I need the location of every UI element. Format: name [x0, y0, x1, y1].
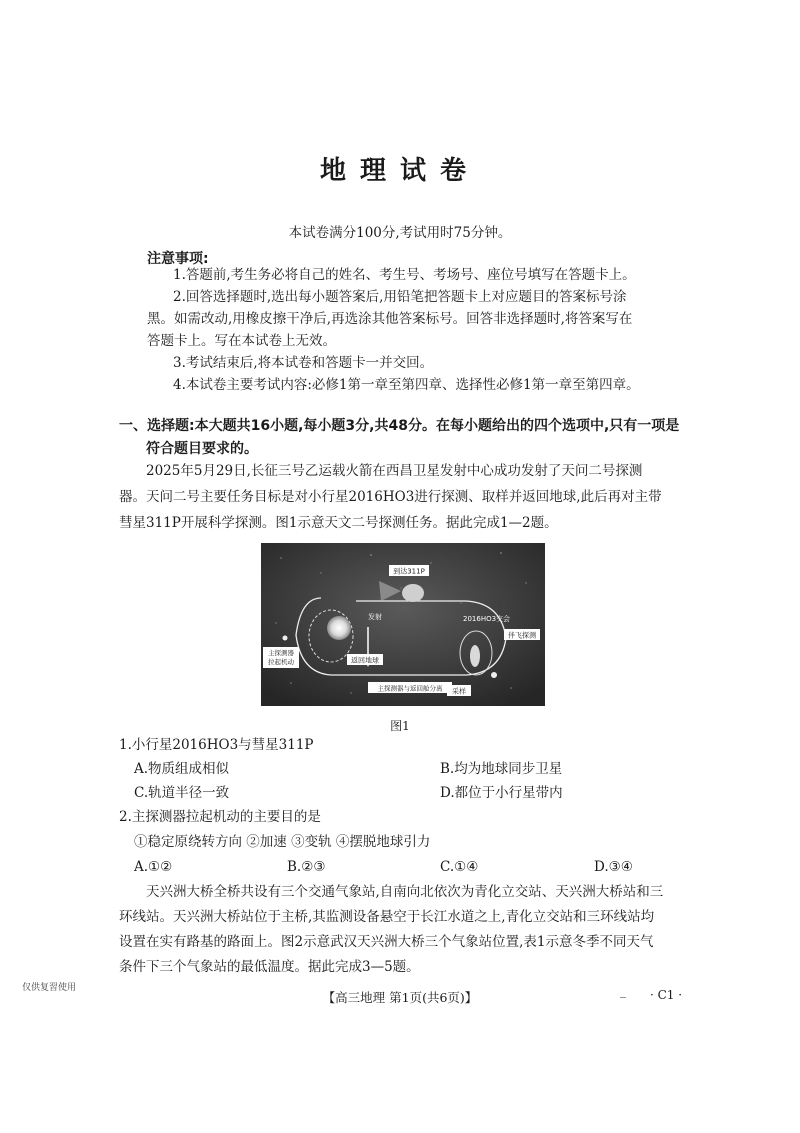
q1-stem: 1.小行星2016HO3与彗星311P: [119, 737, 314, 753]
label-sample: 采样: [452, 687, 466, 696]
q2-option-a: A.①②: [134, 859, 173, 875]
note-line-5: 3.考试结束后,将本试卷和答题卡一并交回。: [173, 355, 434, 371]
side-note: 仅供复習使用: [22, 983, 77, 993]
q1-option-a: A.物质组成相似: [134, 761, 230, 777]
figure-1-caption: 图1: [390, 719, 410, 733]
label-comet: 到达311P: [393, 567, 425, 576]
q2-option-b: B.②③: [287, 859, 326, 875]
footer-dash: _: [620, 984, 626, 998]
label-launch: 发射: [368, 613, 382, 621]
note-line-2: 2.回答选择题时,选出每小题答案后,用铅笔把答题卡上对应题目的答案标号涂: [173, 289, 627, 305]
q1-option-d: D.都位于小行星带内: [440, 785, 563, 801]
q2-items: ①稳定原绕转方向 ②加速 ③变轨 ④摆脱地球引力: [134, 834, 431, 850]
q2-stem: 2.主探测器拉起机动的主要目的是: [119, 809, 321, 825]
passage2-line-1: 天兴洲大桥全桥共设有三个交通气象站,自南向北依次为青化立交站、天兴洲大桥站和三: [146, 884, 664, 900]
asteroid-icon: [470, 645, 480, 667]
note-line-1: 1.答题前,考生务必将自己的姓名、考生号、考场号、座位号填写在答题卡上。: [173, 267, 636, 283]
page-footer: 【高三地理 第1页(共6页)】: [322, 990, 478, 1005]
passage2-line-4: 条件下三个气象站的最低温度。据此完成3—5题。: [119, 959, 420, 975]
page-title: 地理试卷: [319, 156, 480, 186]
earth-icon: [327, 616, 351, 640]
note-line-3: 黑。如需改动,用橡皮擦干净后,再选涂其他答案标号。回答非选择题时,将答案写在: [147, 311, 633, 327]
label-fly: 伴飞探测: [508, 631, 536, 640]
section-heading-cont: 符合题目要求的。: [146, 441, 258, 457]
label-maneuver-1: 主探测器: [268, 649, 294, 657]
q2-option-c: C.①④: [440, 859, 479, 875]
section-heading: 一、选择题:本大题共16小题,每小题3分,共48分。在每小题给出的四个选项中,只有一项是: [119, 418, 680, 434]
passage1-line-3: 彗星311P开展科学探测。图1示意天文二号探测任务。据此完成1—2题。: [119, 515, 558, 531]
notes-heading: 注意事项:: [147, 251, 209, 267]
label-separate: 主探测器与返回舱分离: [377, 684, 443, 693]
q1-option-b: B.均为地球同步卫星: [440, 761, 563, 777]
footer-code: · C1 ·: [650, 988, 683, 1002]
passage2-line-3: 设置在实有路基的路面上。图2示意武汉天兴洲大桥三个气象站位置,表1示意冬季不同天气: [119, 934, 654, 950]
note-line-6: 4.本试卷主要考试内容:必修1第一章至第四章、选择性必修1第一章至第四章。: [173, 377, 640, 393]
q2-option-d: D.③④: [594, 859, 633, 875]
label-asteroid: 2016HO3交会: [463, 615, 511, 623]
label-return: 返回地球: [351, 656, 379, 665]
label-maneuver-2: 拉起机动: [268, 658, 294, 666]
figure-1-mission-diagram: [261, 543, 545, 706]
passage1-line-2: 器。天问二号主要任务目标是对小行星2016HO3进行探测、取样并返回地球,此后再对主带: [119, 489, 662, 505]
passage2-line-2: 环线站。天兴洲大桥站位于主桥,其监测设备悬空于长江水道之上,青化立交站和三环线站均: [119, 909, 655, 925]
comet-icon: [402, 584, 424, 602]
passage1-line-1: 2025年5月29日,长征三号乙运载火箭在西昌卫星发射中心成功发射了天问二号探测: [146, 463, 643, 479]
exam-info: 本试卷满分100分,考试用时75分钟。: [288, 225, 512, 241]
q1-option-c: C.轨道半径一致: [134, 785, 230, 801]
note-line-4: 答题卡上。写在本试卷上无效。: [147, 333, 336, 349]
